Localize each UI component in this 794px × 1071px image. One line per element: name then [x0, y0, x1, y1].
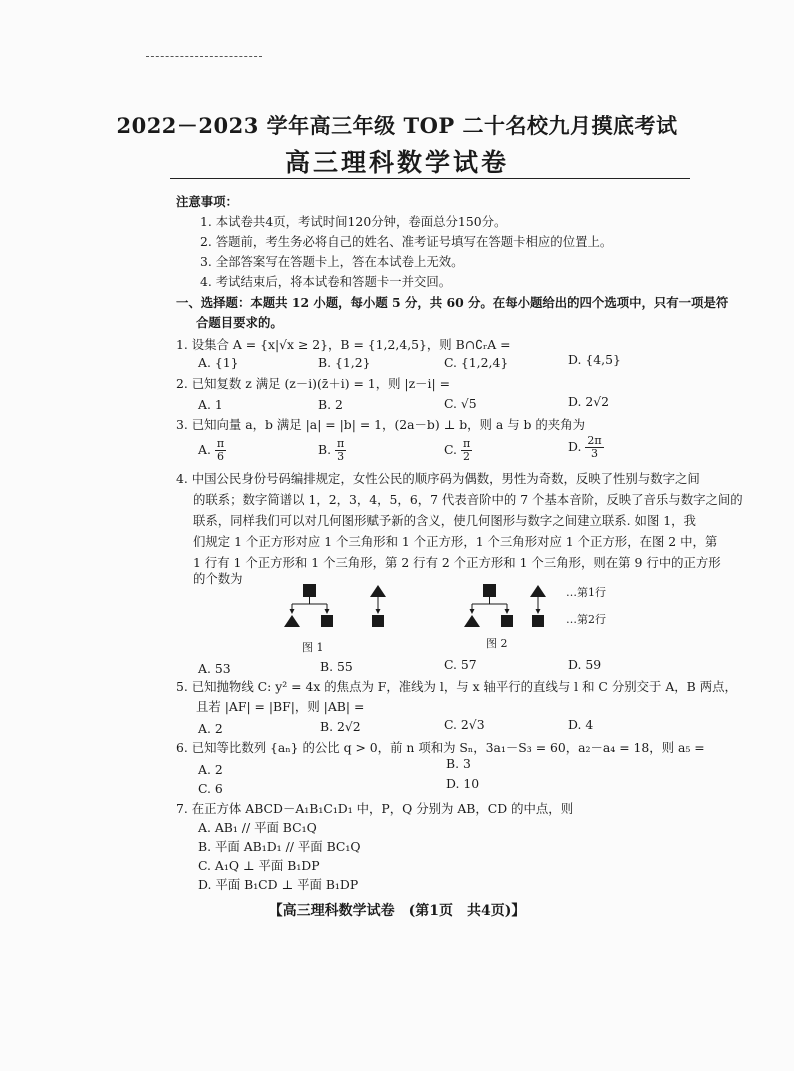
- q4-option-d: D. 59: [568, 657, 602, 672]
- q3-b-fraction: [335, 438, 346, 463]
- exam-subtitle: 高三理科数学试卷: [284, 148, 509, 177]
- q6-option-c: C. 6: [198, 781, 223, 796]
- square-shape: [483, 584, 496, 597]
- triangle-shape: [284, 615, 300, 627]
- q3-option-c: [444, 438, 472, 463]
- square-shape: [372, 615, 384, 627]
- q5-option-c: C. 2√3: [444, 717, 485, 732]
- q6-option-d: D. 10: [446, 776, 480, 791]
- triangle-shape: [370, 585, 386, 597]
- row-2-label: …第2行: [566, 613, 606, 626]
- square-shape: [303, 584, 316, 597]
- q1-option-c: C. {1,2,4}: [444, 355, 509, 370]
- q3-d-fraction: [585, 435, 603, 460]
- q4-option-a: A. 53: [198, 661, 231, 676]
- question-4-line: 的联系；数字简谱以 1，2，3，4，5，6，7 代表音阶中的 7 个基本音阶，反映了音乐与数字之间的: [193, 492, 743, 507]
- q3-c-label: C.: [444, 442, 457, 457]
- q3-d-label: D.: [568, 439, 582, 454]
- figure-1-diagram: [284, 584, 386, 627]
- q3-a-den: 6: [216, 450, 224, 463]
- q5-option-d: D. 4: [568, 717, 594, 732]
- q3-option-d: [568, 435, 604, 460]
- q6-option-b: B. 3: [446, 756, 471, 771]
- row-1-label: …第1行: [566, 586, 606, 599]
- q3-c-num: π: [462, 437, 471, 450]
- section-heading-cont: 合题目要求的。: [196, 315, 283, 330]
- question-5-stem-cont: 且若 |AF| = |BF|，则 |AB| =: [196, 699, 365, 714]
- figure-2-diagram: [464, 584, 546, 627]
- square-shape: [501, 615, 513, 627]
- q3-d-num: 2π: [587, 434, 602, 447]
- q1-option-a: A. {1}: [198, 355, 239, 370]
- figure-2-caption: 图 2: [486, 637, 508, 650]
- notice-item: 2. 答题前，考生务必将自己的姓名、准考证号填写在答题卡相应的位置上。: [200, 234, 613, 249]
- question-6-stem: 6. 已知等比数列 {aₙ} 的公比 q > 0，前 n 项和为 Sₙ，3a₁－S₃ = 60，a₂－a₄ = 18，则 a₅ =: [176, 740, 705, 755]
- triangle-shape: [464, 615, 480, 627]
- q4-option-b: B. 55: [320, 659, 353, 674]
- notice-item: 3. 全部答案写在答题卡上，答在本试卷上无效。: [200, 254, 464, 269]
- q1-option-b: B. {1,2}: [318, 355, 371, 370]
- notice-item: 4. 考试结束后，将本试卷和答题卡一并交回。: [200, 274, 452, 289]
- q4-option-c: C. 57: [444, 657, 477, 672]
- question-1-stem: 1. 设集合 A = {x|√x ≥ 2}，B = {1,2,4,5}，则 B∩∁ᵣA =: [176, 337, 511, 352]
- q3-c-den: 2: [463, 450, 471, 463]
- q3-d-den: 3: [591, 447, 598, 460]
- square-shape: [321, 615, 333, 627]
- q2-option-c: C. √5: [444, 396, 477, 411]
- q3-b-den: 3: [337, 450, 345, 463]
- q2-option-a: A. 1: [198, 397, 223, 412]
- section-heading: 一、选择题：本题共 12 小题，每小题 5 分，共 60 分。在每小题给出的四个选项中，只有一项是符: [176, 295, 729, 310]
- q3-option-a: [198, 438, 226, 463]
- question-4-line: 们规定 1 个正方形对应 1 个三角形和 1 个正方形，1 个三角形对应 1 个正方形，在图 2 中，第: [193, 534, 718, 549]
- q3-b-label: B.: [318, 442, 332, 457]
- q3-a-label: A.: [198, 442, 211, 457]
- q3-c-fraction: [461, 438, 472, 463]
- question-2-stem: 2. 已知复数 z 满足 (z－i)(z̄＋i) = 1，则 |z－i| =: [176, 376, 450, 391]
- question-4-line: 4. 中国公民身份号码编排规定，女性公民的顺序码为偶数，男性为奇数，反映了性别与数字之间: [176, 471, 700, 486]
- q2-option-d: D. 2√2: [568, 394, 610, 409]
- square-shape: [532, 615, 544, 627]
- question-4-line: 联系，同样我们可以对几何图形赋予新的含义，使几何图形与数字之间建立联系. 如图 1，我: [193, 513, 696, 528]
- question-4-line: 1 行有 1 个正方形和 1 个三角形，第 2 行有 2 个正方形和 1 个三角形，则在第 9 行中的正方形: [193, 555, 721, 570]
- q5-option-b: B. 2√2: [320, 719, 361, 734]
- q3-a-fraction: [215, 438, 226, 463]
- q7-option-d: D. 平面 B₁CD ⊥ 平面 B₁DP: [198, 877, 359, 892]
- triangle-shape: [530, 585, 546, 597]
- question-5-stem: 5. 已知抛物线 C: y² = 4x 的焦点为 F，准线为 l，与 x 轴平行的直线与 l 和 C 分别交于 A，B 两点，: [176, 679, 737, 694]
- q7-option-a: A. AB₁ // 平面 BC₁Q: [198, 820, 317, 835]
- notice-item: 1. 本试卷共4页，考试时间120分钟，卷面总分150分。: [200, 214, 507, 229]
- title-divider: [170, 178, 690, 179]
- q2-option-b: B. 2: [318, 397, 343, 412]
- q3-option-b: [318, 438, 346, 463]
- q3-a-num: π: [216, 437, 225, 450]
- q7-option-c: C. A₁Q ⊥ 平面 B₁DP: [198, 858, 320, 873]
- q3-b-num: π: [337, 437, 345, 450]
- top-dashed-line: [146, 56, 262, 57]
- q6-option-a: A. 2: [198, 762, 223, 777]
- question-4-line: 的个数为: [193, 571, 243, 586]
- q1-option-d: D. {4,5}: [568, 352, 621, 367]
- question-7-stem: 7. 在正方体 ABCD－A₁B₁C₁D₁ 中，P，Q 分别为 AB，CD 的中点，则: [176, 801, 574, 816]
- q7-option-b: B. 平面 AB₁D₁ // 平面 BC₁Q: [198, 839, 361, 854]
- figure-1-caption: 图 1: [302, 641, 324, 654]
- page-footer: 【高三理科数学试卷 (第1页 共4页)】: [268, 903, 526, 919]
- q5-option-a: A. 2: [198, 721, 223, 736]
- exam-title: 2022－2023 学年高三年级 TOP 二十名校九月摸底考试: [116, 113, 678, 138]
- notice-heading: 注意事项：: [176, 194, 238, 209]
- question-3-stem: 3. 已知向量 a，b 满足 |a| = |b| = 1，(2a－b) ⊥ b，则 a 与 b 的夹角为: [176, 417, 585, 432]
